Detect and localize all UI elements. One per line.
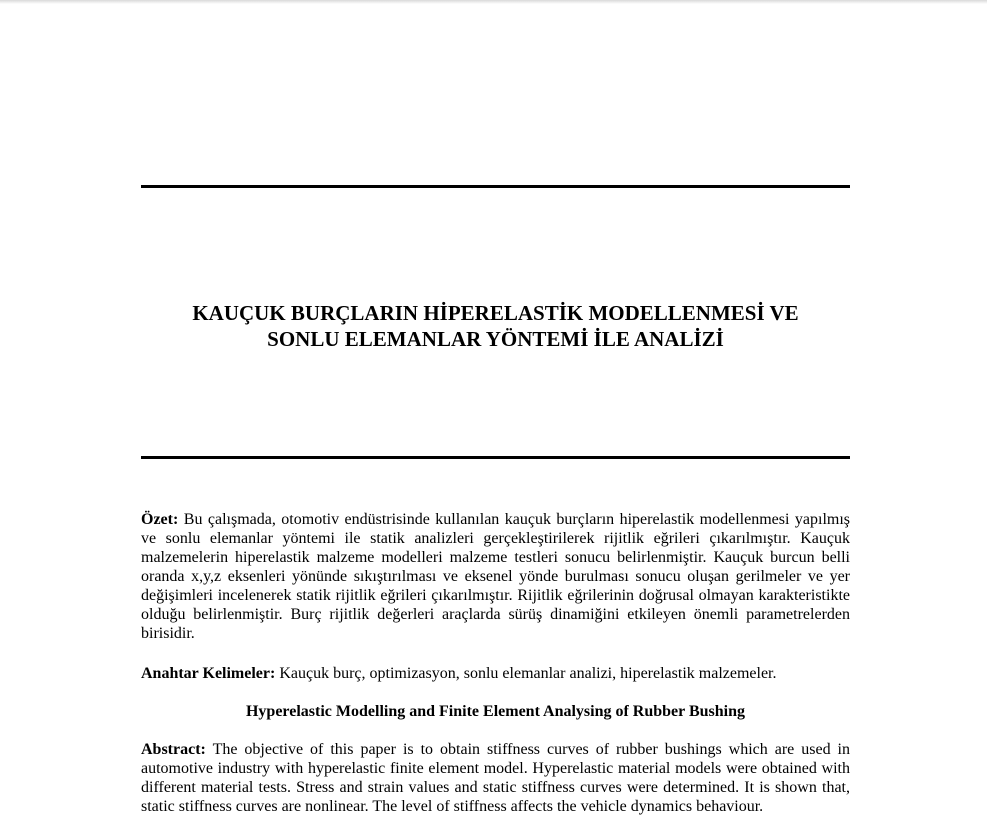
viewer-top-shadow <box>0 0 987 4</box>
keywords-label: Anahtar Kelimeler: <box>141 665 276 682</box>
bottom-rule <box>141 456 850 459</box>
ozet-paragraph <box>141 510 850 643</box>
keywords-paragraph <box>141 664 850 683</box>
ozet-label: Özet: <box>141 511 179 528</box>
paper-title <box>141 300 850 352</box>
abstract-label: Abstract: <box>141 741 206 758</box>
paper-title-line-1: KAUÇUK BURÇLARIN HİPERELASTİK MODELLENMESİ VE <box>192 301 799 325</box>
english-title: Hyperelastic Modelling and Finite Element Analysing of Rubber Bushing <box>245 703 746 720</box>
abstract-paragraph <box>141 740 850 816</box>
top-rule <box>141 185 850 188</box>
ozet-text: Bu çalışmada, otomotiv endüstrisinde kullanılan kauçuk burçların hiperelastik modellenmesi yapılmış ve sonlu elemanlar yöntemi ile statik analizleri gerçekleştirilerek rijitlik eğrileri çıkarılmıştır. Kauçuk malzemelerin hiperelastik malzeme modelleri malzeme testleri sonucu belirlenmiştir. Kauçuk burcun belli oranda x,y,z eksenleri yönünde sıkıştırılması ve eksenel yönde burulması sonucu oluşan gerilmeler ve yer değişimleri incelenerek statik rijitlik eğrileri çıkarılmıştır. Rijitlik eğrilerinin doğrusal olmayan karakteristikte olduğu belirlenmiştir. Burç rijitlik değerleri araçlarda sürüş dinamiğini etkileyen önemli parametrelerden birisidir. <box>141 511 851 642</box>
keywords-text: Kauçuk burç, optimizasyon, sonlu elemanlar analizi, hiperelastik malzemeler. <box>279 665 777 682</box>
paper-title-line-2: SONLU ELEMANLAR YÖNTEMİ İLE ANALİZİ <box>267 327 724 351</box>
abstract-text: The objective of this paper is to obtain stiffness curves of rubber bushings which are used in automotive industry with hyperelastic finite element model. Hyperelastic material models were obtained with different material tests. Stress and strain values and static stiffness curves were determined. It is shown that, static stiffness curves are nonlinear. The level of stiffness affects the vehicle dynamics behaviour. <box>141 741 850 815</box>
